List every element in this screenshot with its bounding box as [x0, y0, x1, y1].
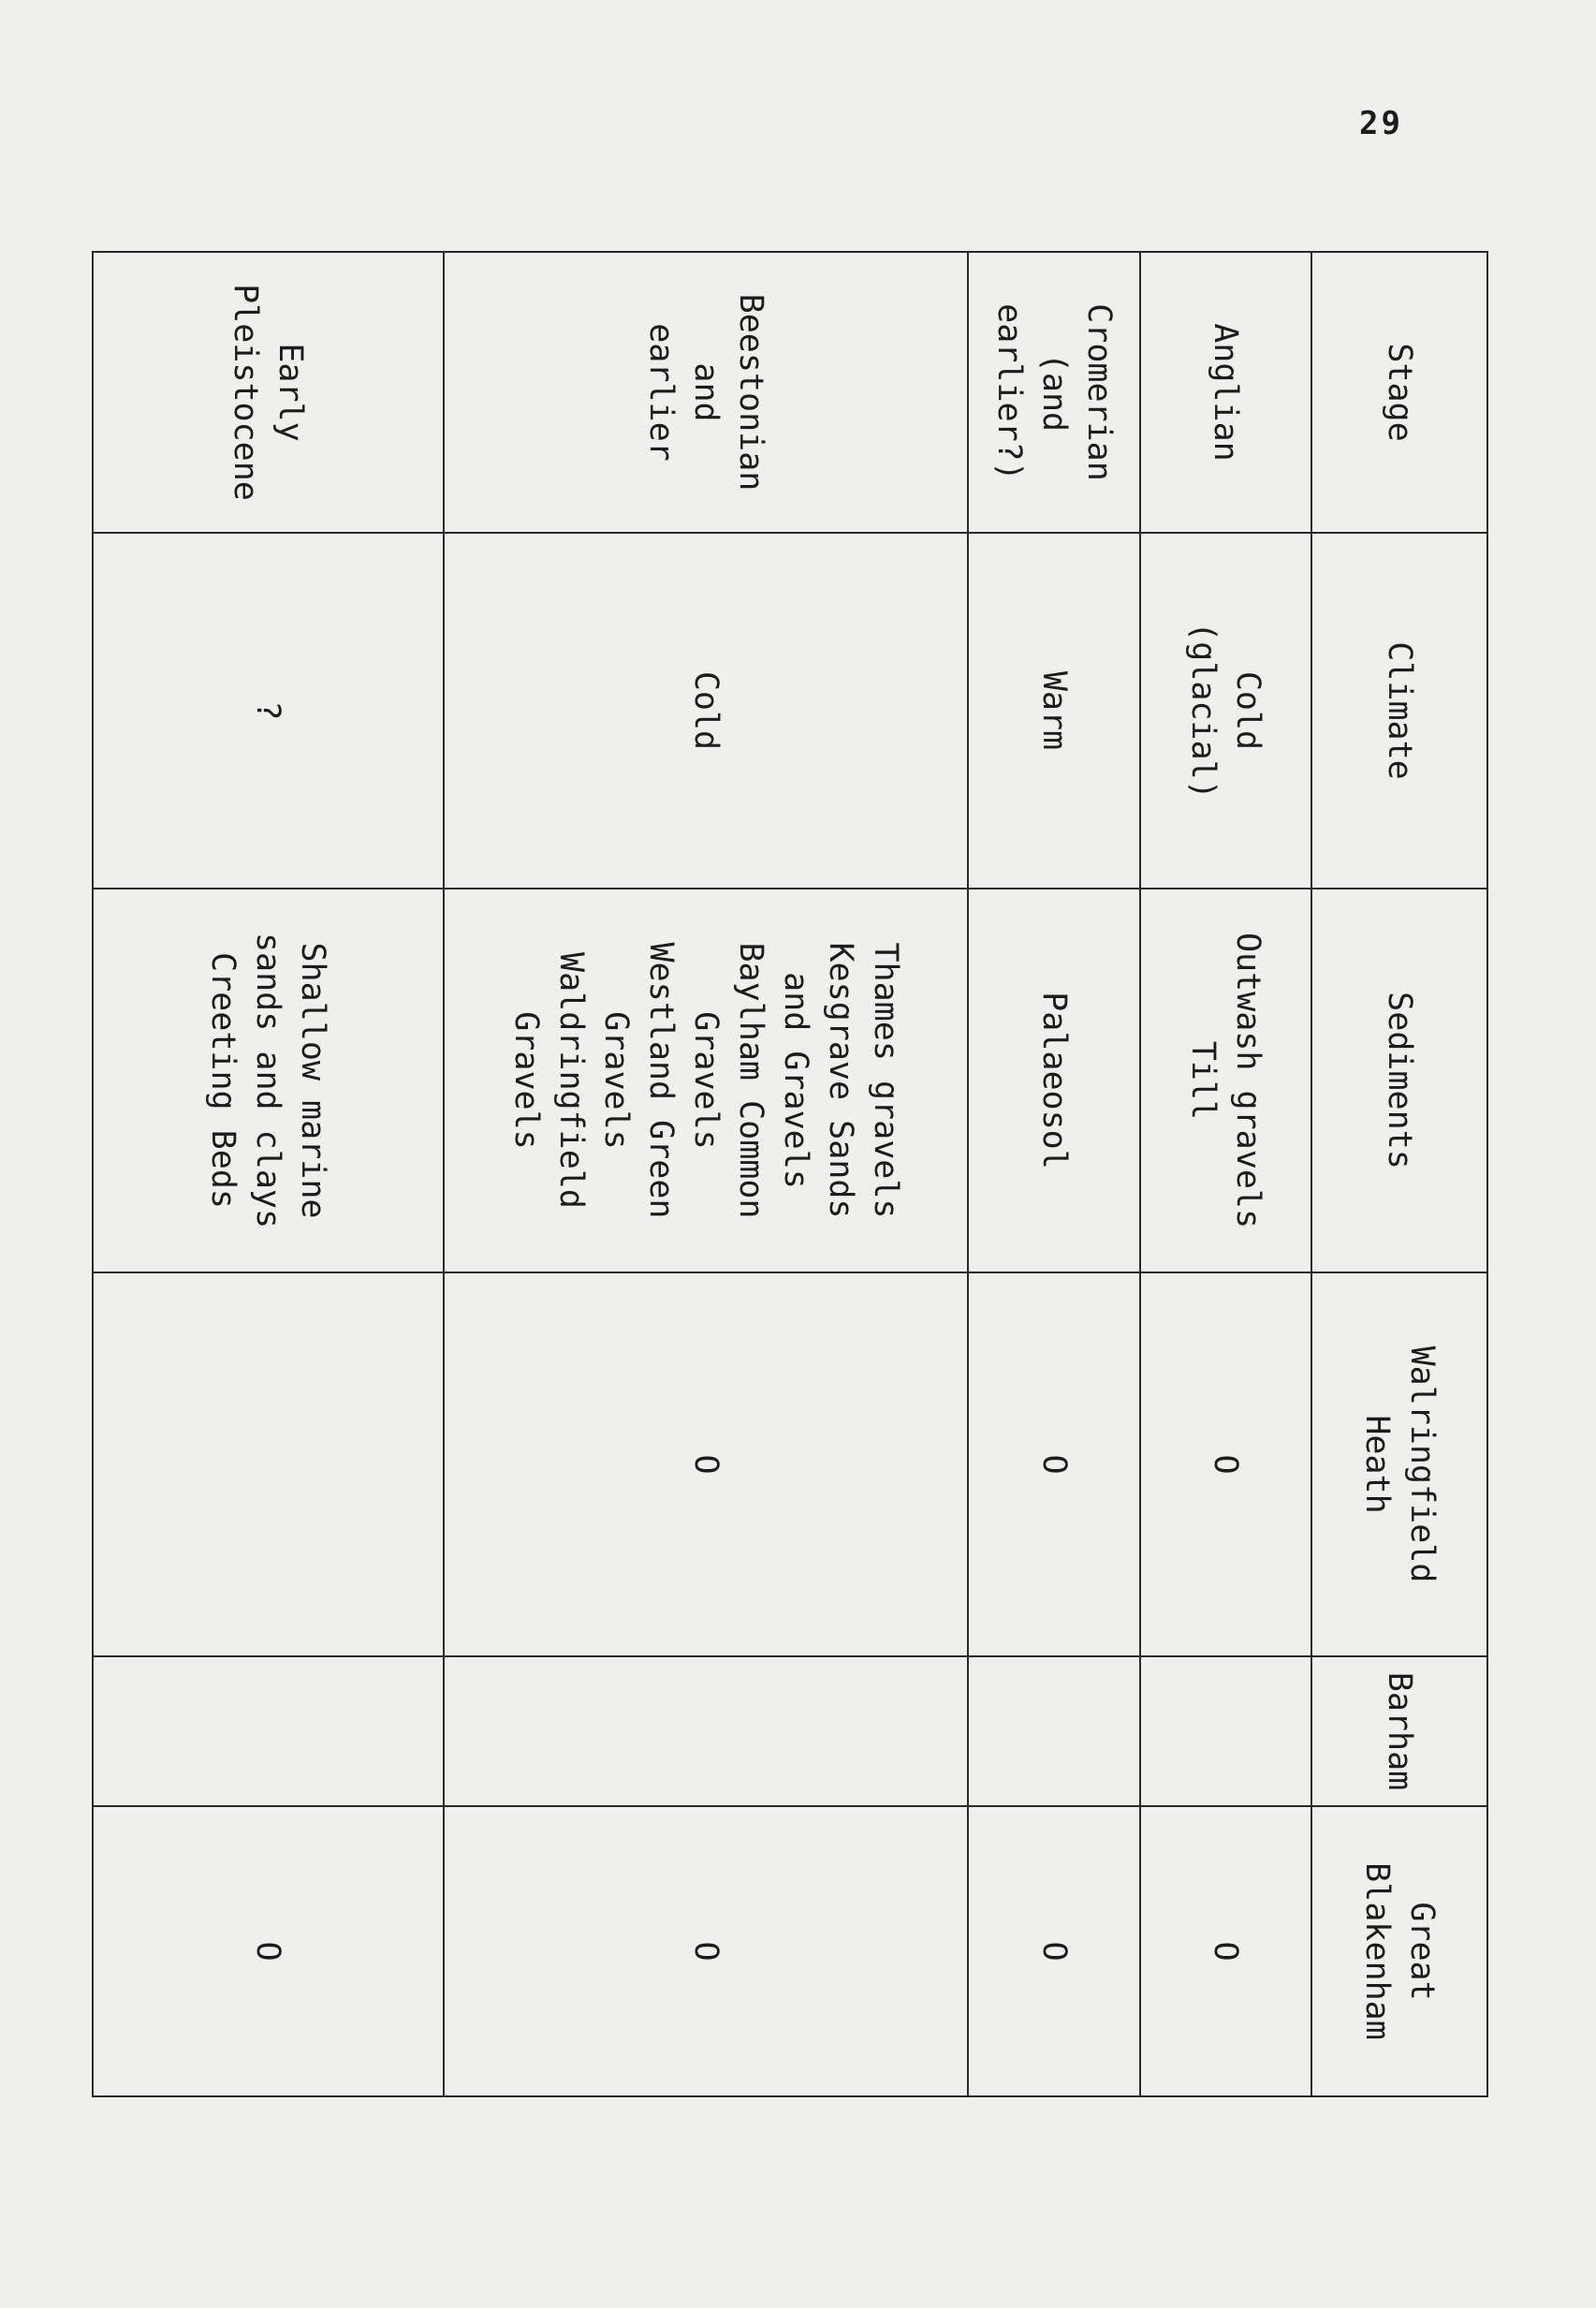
table-row	[93, 252, 444, 2096]
table-row	[444, 252, 968, 2096]
cell-walringfield-heath: O	[968, 1272, 1140, 1656]
table-row	[968, 252, 1140, 2096]
cell-walringfield-heath: O	[444, 1272, 968, 1656]
cell-climate: Warm	[968, 533, 1140, 889]
cell-sediments: Outwash gravels Till	[1140, 889, 1311, 1272]
cell-great-blakenham: O	[968, 1806, 1140, 2096]
cell-climate: Cold (glacial)	[1140, 533, 1311, 889]
page-number: 29	[1359, 105, 1403, 142]
cell-sediments: Thames gravels Kesgrave Sands and Gravels Baylham Common Gravels Westland Green Gravels Waldringfield Gravels	[444, 889, 968, 1272]
cell-stage: Early Pleistocene	[93, 252, 444, 533]
header-sediments: Sediments	[1311, 889, 1487, 1272]
cell-climate: Cold	[444, 533, 968, 889]
cell-walringfield-heath	[93, 1272, 444, 1656]
stratigraphy-table-container	[94, 251, 1488, 2095]
cell-sediments: Palaeosol	[968, 889, 1140, 1272]
cell-great-blakenham: O	[1140, 1806, 1311, 2096]
table-header-row	[1311, 252, 1487, 2096]
cell-walringfield-heath: O	[1140, 1272, 1311, 1656]
cell-stage: Cromerian (and earlier?)	[968, 252, 1140, 533]
cell-stage: Anglian	[1140, 252, 1311, 533]
table-row	[1140, 252, 1311, 2096]
cell-barham	[93, 1656, 444, 1806]
cell-climate: ?	[93, 533, 444, 889]
cell-barham	[444, 1656, 968, 1806]
cell-great-blakenham: O	[444, 1806, 968, 2096]
header-great-blakenham: Great Blakenham	[1311, 1806, 1487, 2096]
cell-sediments: Shallow marine sands and clays Creeting Beds	[93, 889, 444, 1272]
cell-great-blakenham: O	[93, 1806, 444, 2096]
cell-barham	[968, 1656, 1140, 1806]
header-stage: Stage	[1311, 252, 1487, 533]
header-climate: Climate	[1311, 533, 1487, 889]
stratigraphy-table	[92, 251, 1488, 2097]
header-walringfield-heath: Walringfield Heath	[1311, 1272, 1487, 1656]
header-barham: Barham	[1311, 1656, 1487, 1806]
cell-barham	[1140, 1656, 1311, 1806]
cell-stage: Beestonian and earlier	[444, 252, 968, 533]
